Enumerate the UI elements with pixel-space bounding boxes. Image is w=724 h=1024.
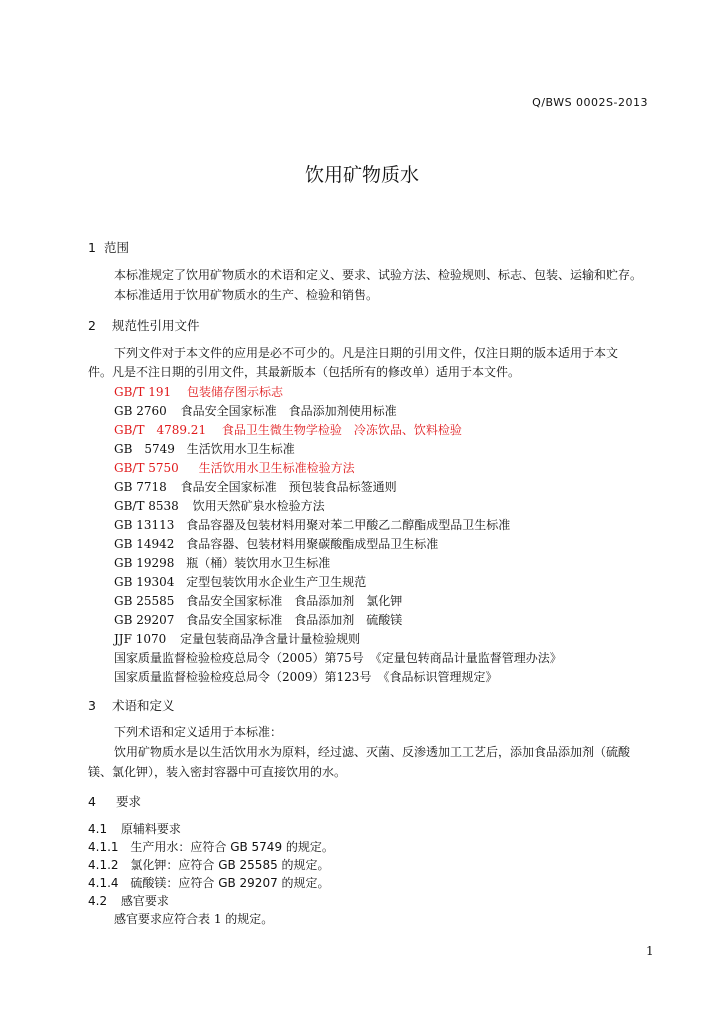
section-number: 1 — [88, 240, 96, 255]
reference-title: 食品容器及包装材料用聚对苯二甲酸乙二醇酯成型品卫生标准 — [186, 518, 511, 532]
reference-title: 食品安全国家标准 食品添加剂使用标准 — [180, 404, 397, 418]
reference-code: GB/T 191 — [114, 385, 172, 399]
reference-code: GB 25585 — [114, 594, 175, 608]
reference-title: 生活饮用水卫生标准检验方法 — [198, 461, 355, 475]
reference-code: JJF 1070 — [114, 632, 167, 646]
reference-code: GB 29207 — [114, 613, 175, 627]
reference-code: GB 14942 — [114, 537, 175, 551]
subsection-4-2-heading — [88, 892, 169, 909]
section-title: 要求 — [115, 794, 141, 809]
reference-title: 食品卫生微生物学检验 冷冻饮品、饮料检验 — [221, 423, 462, 437]
section-number: 3 — [88, 698, 96, 713]
reference-title: 食品安全国家标准 预包装食品标签通则 — [180, 480, 397, 494]
item-text: 氯化钾：应符合 GB 25585 的规定。 — [130, 858, 330, 872]
paragraph: 镁、氯化钾），装入密封容器中可直接饮用的水。 — [88, 765, 347, 779]
reference-item — [114, 573, 366, 590]
reference-title: 生活饮用水卫生标准 — [186, 442, 295, 456]
subsection-title: 感官要求 — [120, 894, 169, 908]
paragraph: 本标准规定了饮用矿物质水的术语和定义、要求、试验方法、检验规则、标志、包装、运输和贮存。 — [114, 268, 643, 282]
reference-item — [114, 402, 397, 419]
reference-code: GB 2760 — [114, 404, 167, 418]
reference-title: 饮用天然矿泉水检验方法 — [192, 499, 325, 513]
requirement-item — [88, 838, 334, 855]
paragraph: 件。凡是不注日期的引用文件，其最新版本（包括所有的修改单）适用于本文件。 — [88, 365, 521, 379]
reference-code: GB 5749 — [114, 442, 175, 456]
regulation-order: 国家质量监督检验检疫总局令（2009）第123号 《食品标识管理规定》 — [114, 670, 498, 684]
paragraph: 饮用矿物质水是以生活饮用水为原料，经过滤、灭菌、反渗透加工工艺后，添加食品添加剂（硫酸 — [114, 745, 631, 759]
reference-item — [114, 516, 510, 533]
section-title: 范围 — [103, 240, 129, 255]
section-4-heading — [88, 792, 141, 810]
item-number: 4.1.1 — [88, 840, 119, 854]
reference-code: GB 7718 — [114, 480, 167, 494]
paragraph: 感官要求应符合表 1 的规定。 — [114, 912, 274, 926]
reference-title: 包装储存图示标志 — [187, 385, 284, 399]
section-title: 规范性引用文件 — [111, 318, 200, 333]
reference-item — [114, 592, 402, 609]
reference-item — [114, 459, 355, 476]
reference-item — [114, 440, 295, 457]
reference-item — [114, 497, 325, 514]
reference-item — [114, 421, 462, 438]
subsection-number: 4.1 — [88, 822, 108, 836]
regulation-order: 国家质量监督检验检疫总局令（2005）第75号 《定量包转商品计量监督管理办法》 — [114, 651, 562, 665]
reference-code: GB/T 5750 — [114, 461, 179, 475]
reference-code: GB 19298 — [114, 556, 175, 570]
section-3-heading — [88, 696, 174, 714]
reference-title: 定型包装饮用水企业生产卫生规范 — [186, 575, 367, 589]
paragraph: 下列文件对于本文件的应用是必不可少的。凡是注日期的引用文件，仅注日期的版本适用于本文 — [114, 346, 619, 360]
paragraph: 本标准适用于饮用矿物质水的生产、检验和销售。 — [114, 288, 379, 302]
requirement-item — [88, 856, 330, 873]
reference-item — [114, 554, 330, 571]
reference-code: GB 13113 — [114, 518, 175, 532]
reference-code: GB 19304 — [114, 575, 175, 589]
subsection-number: 4.2 — [88, 894, 108, 908]
document-number: Q/BWS 0002S-2013 — [532, 96, 648, 109]
subsection-title: 原辅料要求 — [120, 822, 181, 836]
subsection-4-1-heading — [88, 820, 181, 837]
reference-item — [114, 478, 397, 495]
item-text: 硫酸镁：应符合 GB 29207 的规定。 — [130, 876, 330, 890]
section-2-heading — [88, 316, 199, 334]
reference-item — [114, 383, 283, 400]
reference-title: 定量包装商品净含量计量检验规则 — [180, 632, 361, 646]
requirement-item — [88, 874, 330, 891]
reference-title: 瓶（桶）装饮用水卫生标准 — [186, 556, 331, 570]
reference-code: GB/T 4789.21 — [114, 423, 207, 437]
reference-item — [114, 630, 360, 647]
section-number: 2 — [88, 318, 96, 333]
document-title: 饮用矿物质水 — [304, 164, 419, 186]
reference-title: 食品安全国家标准 食品添加剂 硫酸镁 — [186, 613, 403, 627]
item-number: 4.1.2 — [88, 858, 119, 872]
reference-title: 食品容器、包装材料用聚碳酸酯成型品卫生标准 — [186, 537, 439, 551]
section-number: 4 — [88, 794, 96, 809]
section-1-heading — [88, 238, 129, 256]
paragraph: 下列术语和定义适用于本标准： — [114, 725, 283, 739]
reference-title: 食品安全国家标准 食品添加剂 氯化钾 — [186, 594, 403, 608]
reference-item — [114, 535, 438, 552]
reference-item — [114, 611, 402, 628]
reference-code: GB/T 8538 — [114, 499, 179, 513]
page-number: 1 — [646, 944, 654, 958]
section-title: 术语和定义 — [111, 698, 175, 713]
item-text: 生产用水：应符合 GB 5749 的规定。 — [130, 840, 334, 854]
item-number: 4.1.4 — [88, 876, 119, 890]
